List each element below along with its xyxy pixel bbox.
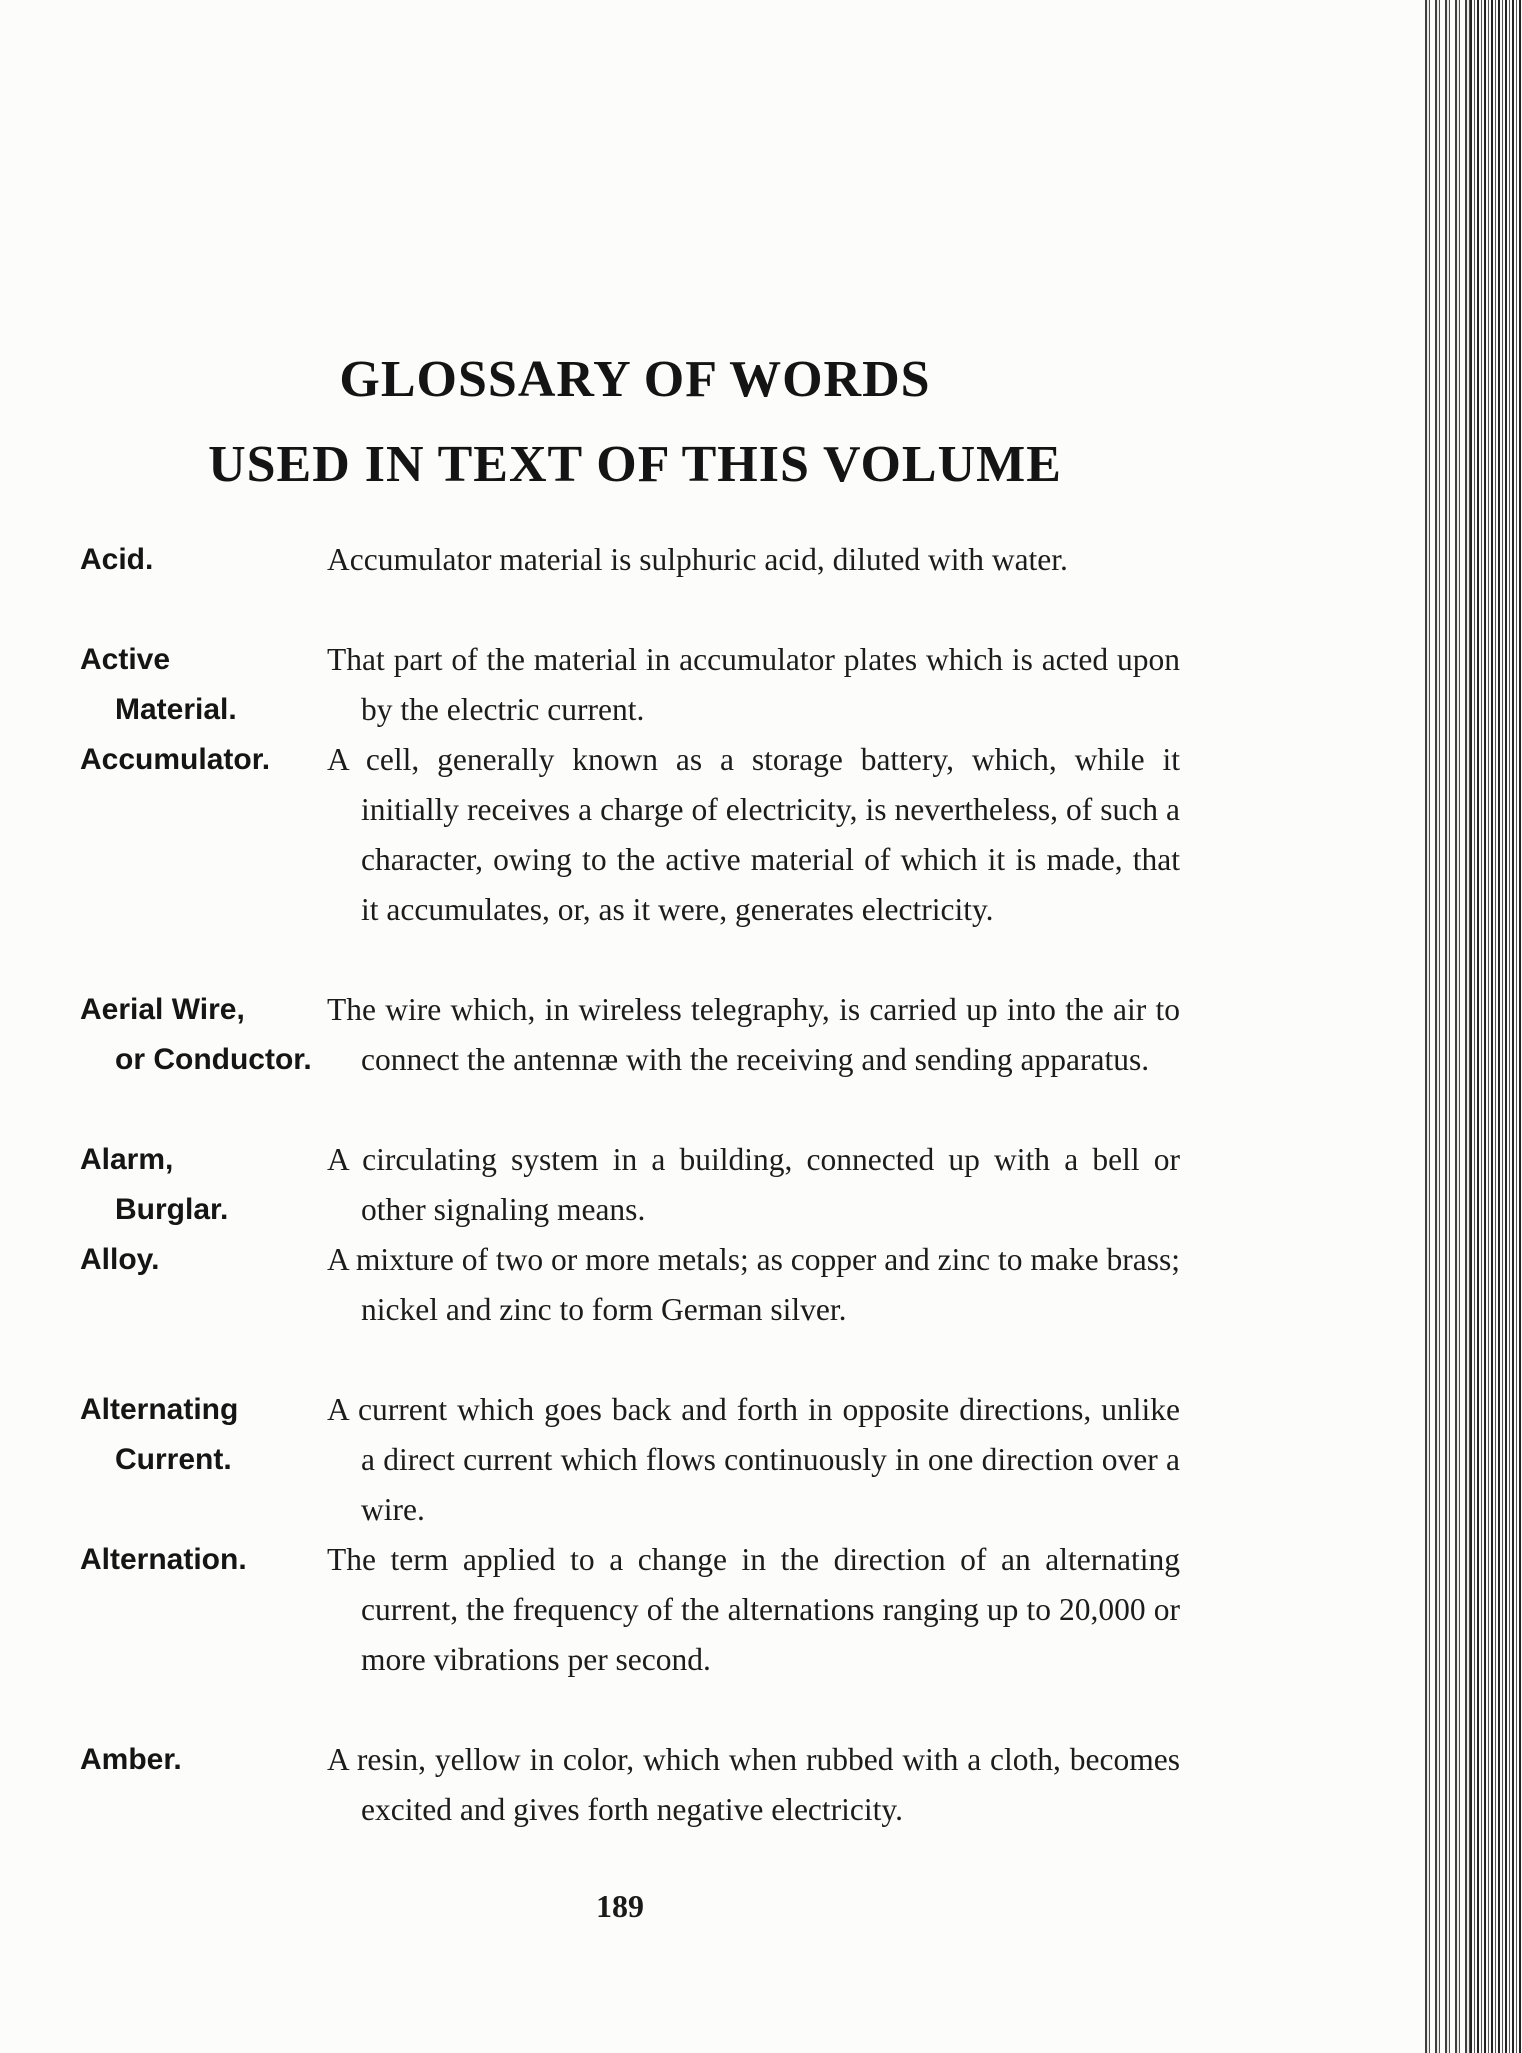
- glossary-entry: [80, 635, 1180, 735]
- glossary-term: [80, 1385, 327, 1535]
- glossary-term: [80, 635, 327, 735]
- glossary-term: [80, 1235, 327, 1385]
- glossary-definition: A current which goes back and forth in opposite directions, unlike a direct current which flows continuously in one direction over a wire.: [327, 1392, 1180, 1527]
- term-line-1: Alternation.: [80, 1543, 247, 1576]
- term-line-1: Alarm,: [80, 1143, 174, 1176]
- glossary-entry: [80, 1385, 1180, 1535]
- glossary-entry: [80, 1535, 1180, 1735]
- term-line-2: Burglar.: [115, 1193, 229, 1226]
- term-line-2: or Conductor.: [115, 1043, 312, 1076]
- term-line-2: Current.: [115, 1443, 232, 1476]
- glossary-definition: A resin, yellow in color, which when rubbed with a cloth, becomes excited and gives forth negative electricity.: [327, 1742, 1180, 1827]
- glossary-entry: [80, 1135, 1180, 1235]
- term-line-2: Material.: [115, 693, 237, 726]
- glossary-title: GLOSSARY OF WORDS: [339, 351, 931, 408]
- glossary-term: [80, 535, 327, 635]
- glossary-definition: The term applied to a change in the direction of an alternating current, the frequency of the alternations ranging up to 20,000 or more vibrations per second.: [327, 1542, 1180, 1677]
- glossary-definition: A mixture of two or more metals; as copper and zinc to make brass; nickel and zinc to form German silver.: [327, 1242, 1180, 1327]
- page-stack-edge: [1470, 0, 1522, 2053]
- glossary-definition: A cell, generally known as a storage battery, which, while it initially receives a charge of electricity, is nevertheless, of such a character, owing to the active material of which it is made, that it accumulates, or, as it were, generates electricity.: [327, 742, 1180, 927]
- page-number: 189: [596, 1888, 644, 1924]
- glossary-term: [80, 735, 327, 985]
- glossary-entry: [80, 735, 1180, 985]
- term-line-1: Accumulator.: [80, 743, 271, 776]
- glossary-term: [80, 1535, 327, 1735]
- term-line-1: Aerial Wire,: [80, 993, 245, 1026]
- glossary-entry: [80, 535, 1180, 635]
- term-line-1: Alloy.: [80, 1243, 160, 1276]
- glossary-entries: [80, 535, 1180, 1885]
- term-line-1: Alternating: [80, 1393, 239, 1426]
- glossary-entry: [80, 985, 1180, 1135]
- term-line-1: Amber.: [80, 1743, 182, 1776]
- glossary-definition: A circulating system in a building, connected up with a bell or other signaling means.: [327, 1142, 1180, 1227]
- glossary-term: [80, 985, 327, 1135]
- glossary-term: [80, 1735, 327, 1885]
- glossary-term: [80, 1135, 327, 1235]
- glossary-entry: [80, 1735, 1180, 1885]
- term-line-1: Active: [80, 643, 171, 676]
- term-line-1: Acid.: [80, 543, 154, 576]
- glossary-entry: [80, 1235, 1180, 1385]
- glossary-definition: The wire which, in wireless telegraphy, is carried up into the air to connect the antennæ with the receiving and sending apparatus.: [327, 992, 1180, 1077]
- glossary-definition: Accumulator material is sulphuric acid, diluted with water.: [327, 542, 1068, 577]
- glossary-subtitle: USED IN TEXT OF THIS VOLUME: [208, 436, 1062, 493]
- glossary-definition: That part of the material in accumulator plates which is acted upon by the electric current.: [327, 642, 1180, 727]
